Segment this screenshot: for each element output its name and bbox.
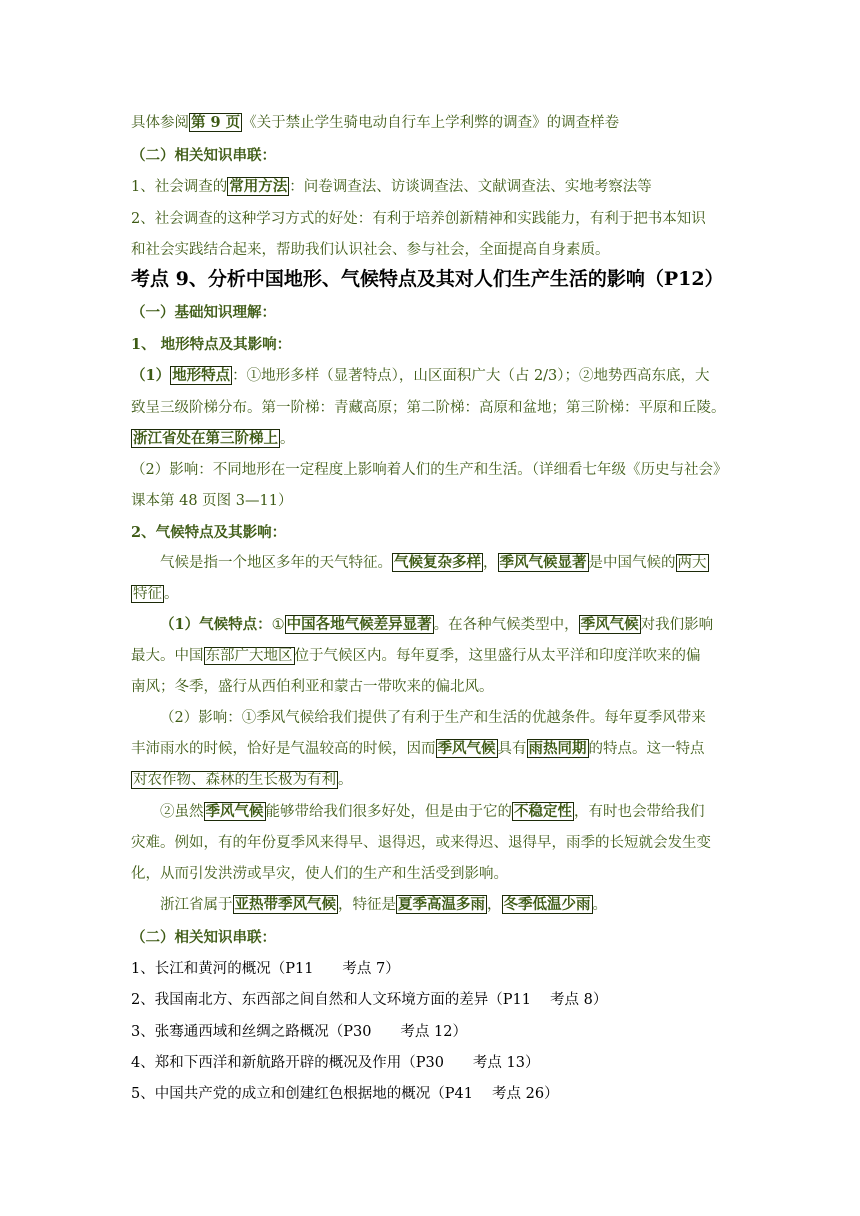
text: 1、社会调查的 [131,179,228,195]
related-item-1: 1、长江和黄河的概况（P11 考点 7） [131,961,400,977]
climate-intro-line-2 [131,583,179,605]
terrain-features-line-1 [131,365,710,387]
climate-features-line-2 [131,645,701,667]
text: 对我们影响 [640,617,714,633]
text: 。在各种气候类型中， [433,617,579,633]
text: （1）气候特点： [160,616,272,633]
page-ref-box: 第 9 页 [191,114,241,131]
point-1 [131,176,652,198]
climate-impact-2-line-1 [160,801,705,823]
terrain-impact-line-1: （2）影响：不同地形在一定程度上影响着人们的生产和生活。（详细看七年级《历史与社会》 [131,462,728,478]
text: ，特征是 [338,897,396,913]
text: （1） [131,367,171,384]
keyword-box: 季风气候显著 [499,554,587,571]
related-item-2: 2、我国南北方、东西部之间自然和人文环境方面的差异（P11 考点 8） [131,992,608,1008]
text: 。 [164,586,179,602]
section-heading: （二）相关知识串联： [131,929,276,946]
text: ， [487,897,502,913]
related-item-4: 4、郑和下西洋和新航路开辟的概况及作用（P30 考点 13） [131,1055,540,1071]
text: 具有 [497,741,527,757]
related-item-5: 5、中国共产党的成立和创建红色根据地的概况（P41 考点 26） [131,1086,559,1102]
text: ，有时也会带给我们 [574,804,705,820]
climate-features-line-3: 南风；冬季，盛行从西伯利亚和蒙古一带吹来的偏北风。 [131,679,494,695]
topic-heading: 考点 9、分析中国地形、气候特点及其对人们生产生活的影响（P12） [131,268,724,290]
keyword-box: 东部广大地区 [205,648,293,664]
text: 。 [280,431,295,447]
terrain-impact-line-2: 课本第 48 页图 3—11） [131,493,293,509]
text: 是中国气候的 [588,555,676,571]
reference-text: 具体参阅 [131,115,189,131]
climate-impact-line-3 [131,769,353,791]
text: ：①地形多样（显著特点），山区面积广大（占 2/3）；②地势西高东底，大 [232,368,710,384]
keyword-box: 对农作物、森林的生长极为有利 [133,772,336,788]
terrain-features-line-2: 致呈三级阶梯分布。第一阶梯：青藏高原；第二阶梯：高原和盆地；第三阶梯：平原和丘陵。 [131,400,726,416]
keyword-box: 中国各地气候差异显著 [286,616,432,633]
related-item-3: 3、张骞通西域和丝绸之路概况（P30 考点 12） [131,1024,467,1040]
keyword-box: 浙江省处在第三阶梯上 [133,430,278,447]
text: 浙江省属于 [160,897,233,913]
subheading-climate: 2、气候特点及其影响： [131,524,287,541]
text: ：问卷调查法、访谈调查法、文献调查法、实地考察法等 [289,179,652,195]
subheading-terrain: 1、 地形特点及其影响： [131,336,292,353]
keyword-box: 季风气候 [205,803,264,820]
terrain-features-line-3 [131,428,295,450]
text: ① [271,617,285,633]
section-heading: （一）基础知识理解： [131,304,276,321]
climate-features-line-1 [160,614,713,636]
keyword-box: 季风气候 [580,616,639,633]
keyword-box: 特征 [133,586,162,602]
keyword-box: 常用方法 [229,178,288,195]
text: 最大。中国 [131,648,204,664]
climate-impact-line-1: （2）影响：①季风气候给我们提供了有利于生产和生活的优越条件。每年夏季风带来 [160,710,706,726]
keyword-box: 地形特点 [172,367,231,384]
keyword-box: 夏季高温多雨 [398,896,485,913]
keyword-box: 不稳定性 [514,803,572,820]
text: 。 [592,897,607,913]
keyword-box: 亚热带季风气候 [234,896,336,913]
text: ②虽然 [160,804,204,820]
climate-intro-line-1 [160,552,709,574]
zhejiang-climate [160,894,607,916]
text: 气候是指一个地区多年的天气特征。 [160,555,392,571]
point-2-line-1: 2、社会调查的这种学习方式的好处：有利于培养创新精神和实践能力，有利于把书本知识 [131,211,706,227]
section-heading: （二）相关知识串联： [131,147,276,164]
reference-line [131,112,619,134]
survey-title: 《关于禁止学生骑电动自行车上学利弊的调查》的调查样卷 [242,115,620,131]
text: 能够带给我们很多好处，但是由于它的 [265,804,512,820]
keyword-box: 气候复杂多样 [394,554,481,571]
keyword-box: 季风气候 [437,740,496,757]
climate-impact-line-2 [131,738,705,760]
text: ， [483,555,498,571]
keyword-box: 雨热同期 [528,740,587,757]
climate-impact-2-line-2: 灾难。例如，有的年份夏季风来得早、退得迟，或来得迟、退得早，雨季的长短就会发生变 [131,835,711,851]
text: 位于气候区内。每年夏季，这里盛行从太平洋和印度洋吹来的偏 [294,648,701,664]
climate-impact-2-line-3: 化，从而引发洪涝或旱灾，使人们的生产和生活受到影响。 [131,866,508,882]
keyword-box: 两大 [677,555,707,571]
text: 丰沛雨水的时候，恰好是气温较高的时候，因而 [131,741,436,757]
keyword-box: 冬季低温少雨 [503,896,591,913]
point-2-line-2: 和社会实践结合起来，帮助我们认识社会、参与社会，全面提高自身素质。 [131,242,610,258]
text: 的特点。这一特点 [588,741,705,757]
text: 。 [338,772,353,788]
